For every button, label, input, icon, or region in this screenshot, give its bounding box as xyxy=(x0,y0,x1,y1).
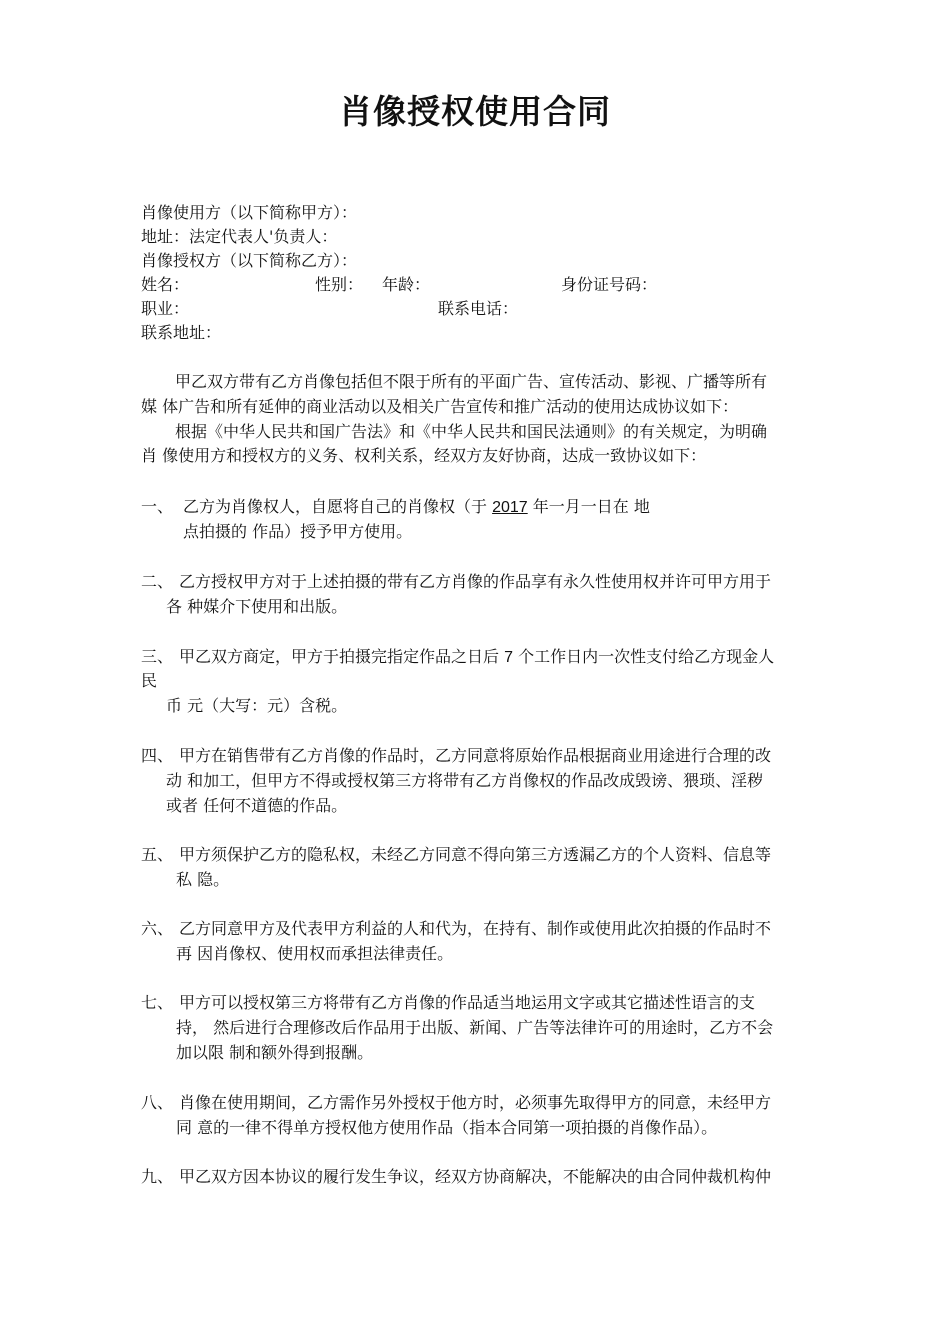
job-label: 职业： xyxy=(141,299,190,318)
clause-2-number: 二、 xyxy=(141,572,174,591)
intro-paragraph-1: 甲乙双方带有乙方肖像包括但不限于所有的平面广告、宣传活动、影视、广播等所有 xyxy=(175,372,768,391)
intro-paragraph-2: 根据《中华人民共和国广告法》和《中华人民共和国民法通则》的有关规定，为明确 xyxy=(175,422,768,441)
clause-7-number: 七、 xyxy=(141,993,174,1012)
clause-1-text xyxy=(183,495,650,520)
age-label: 年龄： xyxy=(382,275,431,294)
clause-1-year: 2017 xyxy=(492,499,528,516)
clause-3-amount: 币 元（大写：元）含税。 xyxy=(166,696,348,715)
clause-6-text-cont: 再 因肖像权、使用权而承担法律责任。 xyxy=(176,944,454,963)
name-label: 姓名： xyxy=(141,275,190,294)
clause-8-number: 八、 xyxy=(141,1093,174,1112)
clause-2-text: 乙方授权甲方对于上述拍摄的带有乙方肖像的作品享有永久性使用权并许可甲方用于 xyxy=(179,572,772,591)
clause-1-pre: 乙方为肖像权人，自愿将自己的肖像权（于 xyxy=(183,497,493,516)
clause-3-text xyxy=(179,645,774,670)
address-line: 地址：法定代表人'负责人： xyxy=(141,227,338,246)
intro-paragraph-2-cont: 肖 像使用方和授权方的义务、权利关系，经双方友好协商，达成一致协议如下： xyxy=(141,446,707,465)
clause-7-text-cont-2: 加以限 制和额外得到报酬。 xyxy=(176,1043,374,1062)
clause-9-text: 甲乙双方因本协议的履行发生争议，经双方协商解决，不能解决的由合同仲裁机构仲 xyxy=(179,1167,772,1186)
clause-4-text-cont: 动 和加工，但甲方不得或授权第三方将带有乙方肖像权的作品改成毁谤、猥琐、淫秽 xyxy=(166,771,764,790)
clause-3-pre: 甲乙双方商定，甲方于拍摄完指定作品之日后 xyxy=(179,647,505,666)
clause-8-text: 肖像在使用期间，乙方需作另外授权于他方时，必须事先取得甲方的同意，未经甲方 xyxy=(179,1093,772,1112)
clause-5-number: 五、 xyxy=(141,845,174,864)
clause-3-text-cont: 民 xyxy=(141,671,158,690)
clause-1-post: 年一月一日在 地 xyxy=(527,497,650,516)
clause-5-text: 甲方须保护乙方的隐私权，未经乙方同意不得向第三方透漏乙方的个人资料、信息等 xyxy=(179,845,772,864)
contact-address-label: 联系地址： xyxy=(141,323,222,342)
gender-label: 性别： xyxy=(315,275,364,294)
clause-1-text-cont: 点拍摄的 作品）授予甲方使用。 xyxy=(183,522,413,541)
clause-6-text: 乙方同意甲方及代表甲方利益的人和代为，在持有、制作或使用此次拍摄的作品时不 xyxy=(179,919,772,938)
clause-1-number: 一、 xyxy=(141,497,174,516)
clause-2-text-cont: 各 种媒介下使用和出版。 xyxy=(166,597,348,616)
clause-4-text: 甲方在销售带有乙方肖像的作品时，乙方同意将原始作品根据商业用途进行合理的改 xyxy=(179,746,772,765)
clause-7-text: 甲方可以授权第三方将带有乙方肖像的作品适当地运用文字或其它描述性语言的支 xyxy=(179,993,756,1012)
clause-5-text-cont: 私 隐。 xyxy=(176,870,230,889)
clause-3-number: 三、 xyxy=(141,647,174,666)
contract-title: 肖像授权使用合同 xyxy=(339,92,611,131)
phone-label: 联系电话： xyxy=(438,299,519,318)
clause-3-post: 个工作日内一次性支付给乙方现金人 xyxy=(513,647,775,666)
id-number-label: 身份证号码： xyxy=(561,275,658,294)
clause-4-number: 四、 xyxy=(141,746,174,765)
clause-8-text-cont: 同 意的一律不得单方授权他方使用作品（指本合同第一项拍摄的肖像作品）。 xyxy=(176,1118,718,1137)
clause-9-number: 九、 xyxy=(141,1167,174,1186)
party-b-label: 肖像授权方（以下简称乙方）： xyxy=(141,251,358,270)
clause-3-days: 7 xyxy=(504,649,513,666)
intro-paragraph-1-cont: 媒 体广告和所有延伸的商业活动以及相关广告宣传和推广活动的使用达成协议如下： xyxy=(141,397,739,416)
clause-4-text-cont-2: 或者 任何不道德的作品。 xyxy=(166,796,348,815)
clause-7-text-cont: 持， 然后进行合理修改后作品用于出版、新闻、广告等法律许可的用途时，乙方不会 xyxy=(176,1018,774,1037)
clause-6-number: 六、 xyxy=(141,919,174,938)
party-a-label: 肖像使用方（以下简称甲方）： xyxy=(141,203,358,222)
